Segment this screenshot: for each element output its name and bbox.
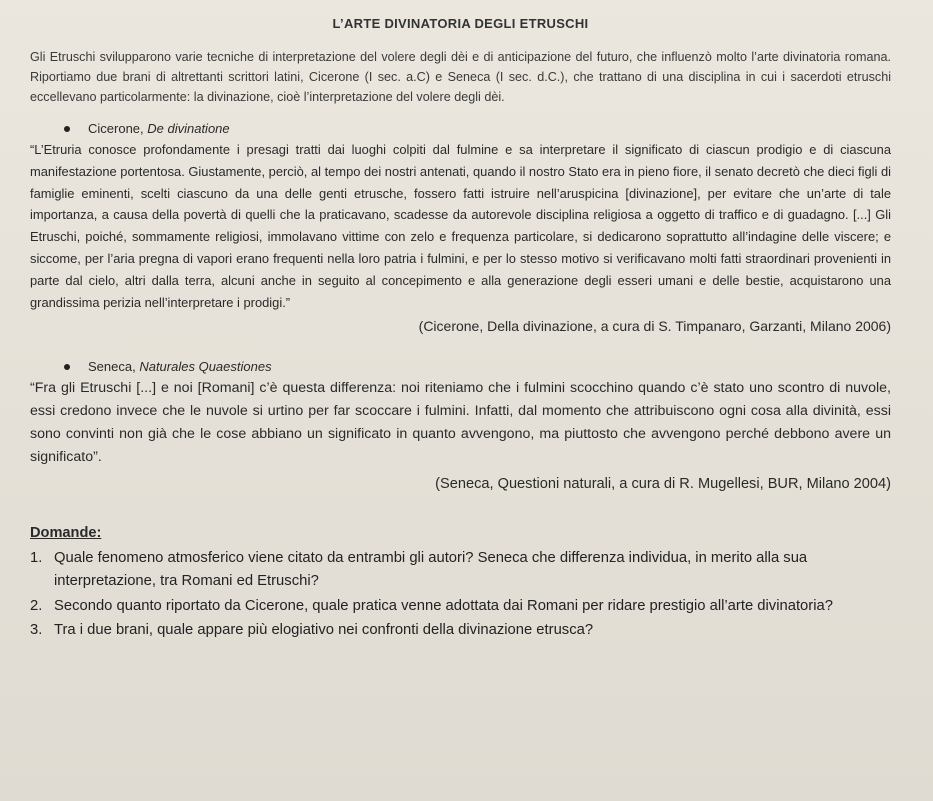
question-number: 3.	[30, 622, 43, 639]
bullet-icon	[64, 364, 70, 370]
question-item	[30, 619, 891, 643]
passage-2-quote: “Fra gli Etruschi [...] e noi [Romani] c’è questa differenza: noi riteniamo che i fulmini scocchino quando c’è stato uno scontro di nuvole, essi credono invece che le nuvole si urtino per far scoccare i fulmini. Infatti, dal momento che attribuiscono ogni cosa alla divinità, essi sono convinti non già che le cose abbiano un significato in quanto avvengono, ma piuttosto che avvengono perché debbono avere un significato”.	[30, 380, 891, 465]
passage-1-quote: “L’Etruria conosce profondamente i presagi tratti dai luoghi colpiti dal fulmine e sa interpretare il significato di ciascun prodigio e di ciascuna manifestazione portentosa. Giustamente, perciò, al tempo dei nostri antenati, quando il nostro Stato era in pieno fiore, il senato decretò che dieci figli di famiglie eminenti, scelti ciascuno da una delle genti etrusche, fossero fatti istruire nell’aruspicina [divinazione], per evitare che un’arte di tale importanza, a causa della povertà di quelli che la praticavano, scadesse da autorevole disciplina religiosa a oggetto di traffico e di guadagno. [...] Gli Etruschi, poiché, sommamente religiosi, immolavano vittime con zelo e frequenza particolare, si dedicarono soprattutto all’indagine delle viscere; e siccome, per l’aria pregna di vapori erano frequenti nella loro patria i fulmini, e per lo stesso motivo si verificavano molti fatti straordinari provenienti in parte dal cielo, altri dalla terra, alcuni anche in seguito al concepimento e alla generazione degli esseri umani e delle bestie, acquistarono una grandissima perizia nell’interpretare i prodigi.”	[30, 142, 891, 310]
questions-list	[30, 547, 891, 643]
bullet-icon	[64, 126, 70, 132]
passage-1-author: Cicerone,	[88, 121, 148, 136]
intro-paragraph: Gli Etruschi svilupparono varie tecniche di interpretazione del volere degli dèi e di anticipazione del futuro, che influenzò molto l’arte divinatoria romana. Riportiamo due brani di altrettanti scrittori latini, Cicerone (I sec. a.C) e Seneca (I sec. d.C.), che trattano di una disciplina in cui i sacerdoti etruschi eccellevano particolarmente: la divinazione, cioè l’interpretazione del volere degli dèi.	[30, 50, 891, 104]
question-item	[30, 547, 891, 594]
passage-1-source: (Cicerone, Della divinazione, a cura di S. Timpanaro, Garzanti, Milano 2006)	[418, 318, 891, 335]
passage-2-source: (Seneca, Questioni naturali, a cura di R. Mugellesi, BUR, Milano 2004)	[435, 475, 891, 492]
question-text: Quale fenomeno atmosferico viene citato da entrambi gli autori? Seneca che differenza individua, in merito alla sua interpretazione, tra Romani ed Etruschi?	[54, 549, 808, 590]
passage-2-work: Naturales Quaestiones	[139, 359, 272, 375]
passage-2-heading	[30, 357, 891, 377]
passage-1-work: De divinatione	[147, 121, 230, 136]
passage-1-heading	[30, 119, 891, 139]
question-number: 2.	[30, 597, 43, 614]
question-item	[30, 595, 891, 619]
passage-2-author: Seneca,	[88, 359, 140, 375]
page-title: L’ARTE DIVINATORIA DEGLI ETRUSCHI	[332, 16, 589, 31]
question-text: Tra i due brani, quale appare più elogiativo nei confronti della divinazione etrusca?	[54, 622, 594, 639]
questions-heading: Domande:	[30, 524, 102, 541]
question-number: 1.	[30, 549, 43, 566]
question-text: Secondo quanto riportato da Cicerone, quale pratica venne adottata dai Romani per ridare prestigio all’arte divinatoria?	[54, 597, 833, 614]
